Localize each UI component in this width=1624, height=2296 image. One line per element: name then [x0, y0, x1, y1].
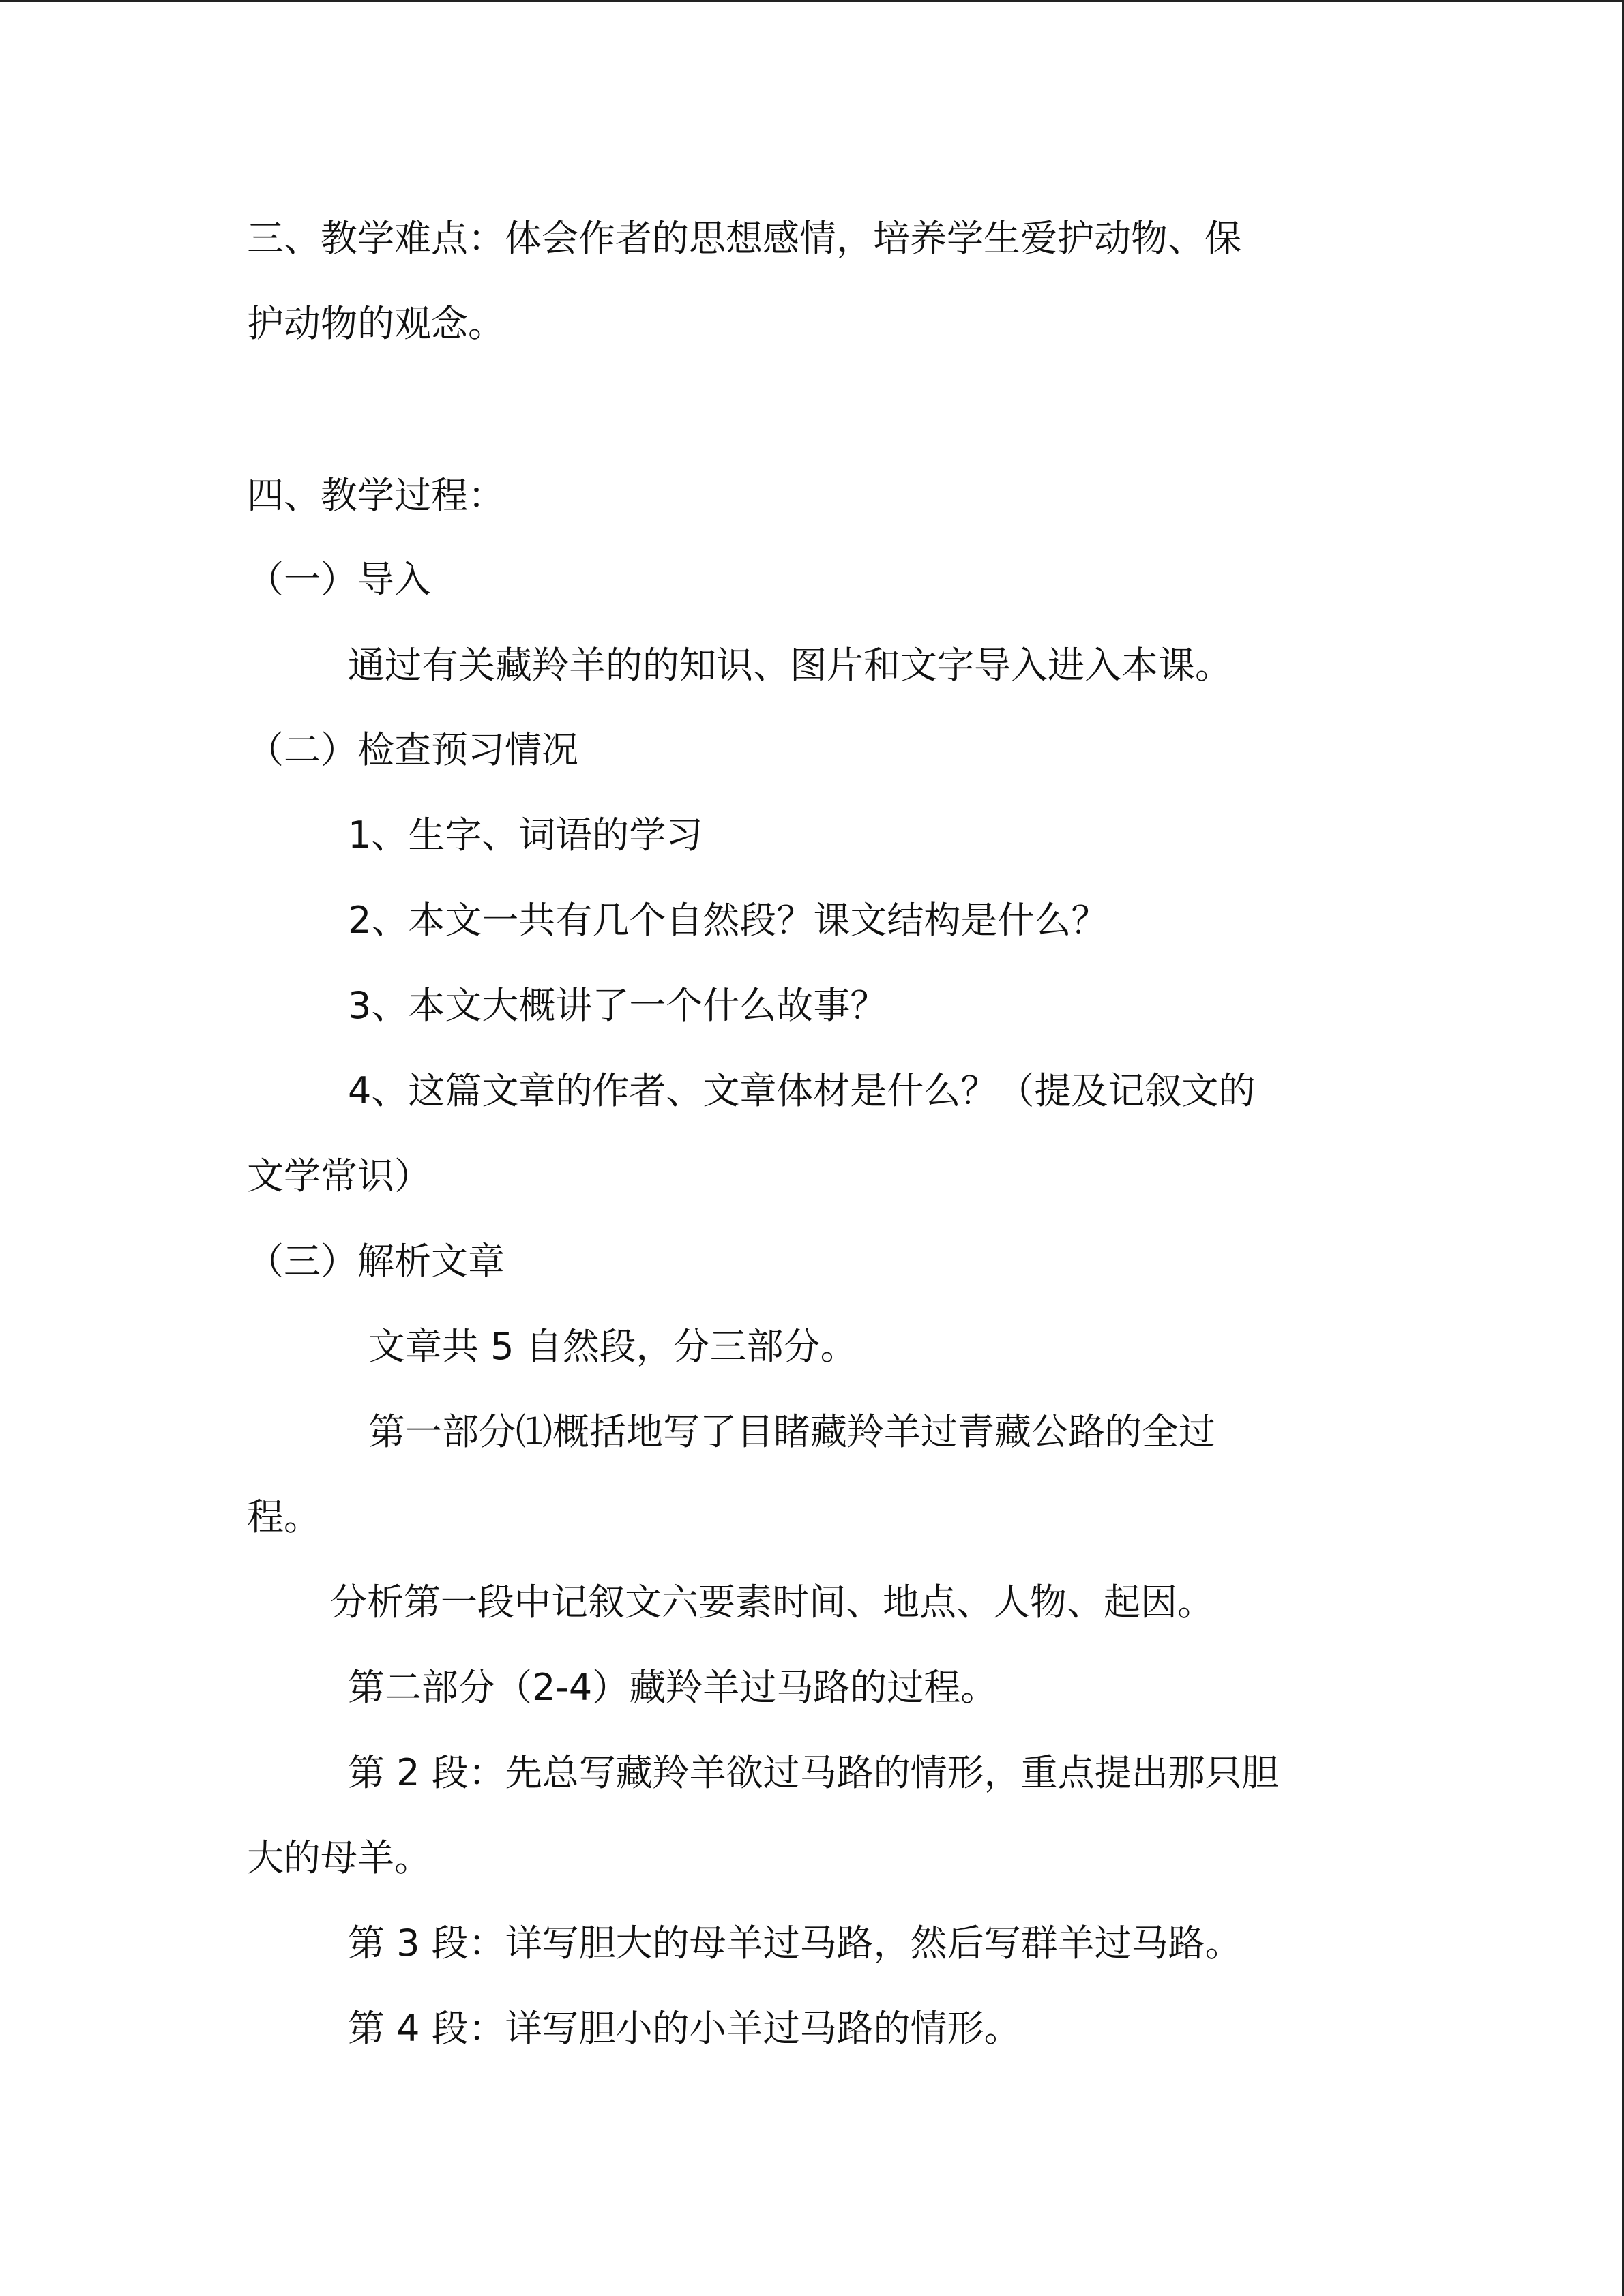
paragraph-line: 第二部分（2-4）藏羚羊过马路的过程。: [348, 1666, 998, 1709]
paragraph-line: 通过有关藏羚羊的的知识、图片和文字导入进入本课。: [348, 644, 1232, 687]
list-item: 4、这篇文章的作者、文章体材是什么？（提及记叙文的: [348, 1069, 1256, 1112]
page-border-top: [0, 0, 1624, 2]
paragraph-line: 程。: [247, 1495, 321, 1538]
heading-teaching-process: 四、教学过程：: [247, 474, 505, 517]
list-item: 2、本文一共有几个自然段？课文结构是什么？: [348, 899, 1108, 942]
paragraph-line: 第一部分⑴概括地写了目睹藏羚羊过青藏公路的全过: [368, 1410, 1215, 1453]
paragraph-line: 第 2 段：先总写藏羚羊欲过马路的情形，重点提出那只胆: [348, 1751, 1279, 1794]
list-item: 3、本文大概讲了一个什么故事？: [348, 984, 887, 1027]
subheading-text-analysis: （三）解析文章: [247, 1240, 505, 1283]
heading-teaching-difficulty: 三、教学难点：体会作者的思想感情，培养学生爱护动物、保: [247, 217, 1241, 260]
subheading-intro: （一）导入: [247, 558, 431, 601]
paragraph-line: 大的母羊。: [247, 1836, 431, 1879]
subheading-preview-check: （二）检查预习情况: [247, 728, 578, 771]
paragraph-line: 分析第一段中记叙文六要素时间、地点、人物、起因。: [330, 1581, 1214, 1624]
list-item: 1、生字、词语的学习: [348, 814, 703, 856]
paragraph-line: 文章共 5 自然段，分三部分。: [368, 1325, 857, 1368]
paragraph-line: 护动物的观念。: [247, 302, 505, 345]
paragraph-line: 第 3 段：详写胆大的母羊过马路，然后写群羊过马路。: [348, 1922, 1242, 1965]
paragraph-line: 文学常识）: [247, 1154, 431, 1197]
paragraph-line: 第 4 段：详写胆小的小羊过马路的情形。: [348, 2007, 1021, 2050]
